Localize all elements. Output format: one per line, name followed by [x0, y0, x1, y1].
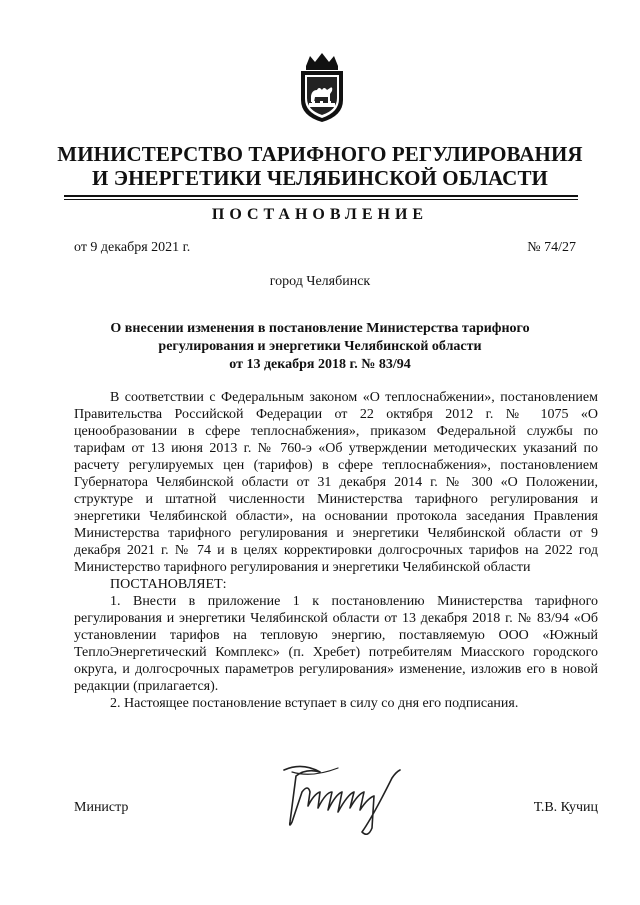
decree-city: город Челябинск [269, 274, 371, 289]
subject-line-3: от 13 декабря 2018 г. № 83/94 [229, 357, 411, 372]
decree-body [74, 389, 598, 712]
subject-line-2: регулирования и энергетики Челябинской области [158, 339, 482, 354]
decree-subject [0, 320, 640, 374]
coat-of-arms-icon [296, 52, 348, 124]
header-rule-thin [64, 199, 578, 200]
handwritten-signature [262, 758, 422, 838]
signer-name: Т.В. Кучиц [533, 800, 598, 815]
item-1-paragraph: 1. Внести в приложение 1 к постановлению Министерства тарифного регулирования и энергетики Челябинской области от 13 декабря 2018 г. № 83/94 «Об установлении тарифов на тепловую энергию, поставляемую ООО «Южный ТеплоЭнергетический Комплекс» (п. Хребет) потребителям Миасского городского округа, и долгосрочных параметров регулирования» изменение, изложив его в новой редакции (прилагается). [74, 594, 598, 694]
decree-title: ПОСТАНОВЛЕНИЕ [211, 206, 429, 223]
decree-number: № 74/27 [527, 240, 576, 255]
preamble-paragraph: В соответствии с Федеральным законом «О теплоснабжении», постановлением Правительства Российской Федерации от 22 октября 2012 г. № 1075 «О ценообразовании в сфере теплоснабжения», приказом Федеральной службы по тарифам от 13 июня 2013 г. № 760-э «Об утверждении методических указаний по расчету регулируемых цен (тарифов) в сфере теплоснабжения», постановлением Губернатора Челябинской области от 31 декабря 2014 г. № 300 «О Положении, структуре и штатной численности Министерства тарифного регулирования и энергетики Челябинской области», на основании протокола заседания Правления Министерства тарифного регулирования и энергетики Челябинской области от 9 декабря 2021 г. № 74 и в целях корректировки долгосрочных тарифов на 2022 год Министерство тарифного регулирования и энергетики Челябинской области [74, 390, 598, 575]
signer-role: Министр [74, 800, 129, 815]
subject-line-1: О внесении изменения в постановление Министерства тарифного [110, 321, 530, 336]
decree-date: от 9 декабря 2021 г. [74, 240, 191, 255]
item-2-paragraph: 2. Настоящее постановление вступает в силу со дня его подписания. [110, 696, 519, 711]
ministry-name-line-2: И ЭНЕРГЕТИКИ ЧЕЛЯБИНСКОЙ ОБЛАСТИ [92, 166, 548, 190]
header-rule-thick [64, 195, 578, 197]
decides-heading: ПОСТАНОВЛЯЕТ: [110, 577, 227, 592]
ministry-name-line-1: МИНИСТЕРСТВО ТАРИФНОГО РЕГУЛИРОВАНИЯ [57, 142, 583, 166]
